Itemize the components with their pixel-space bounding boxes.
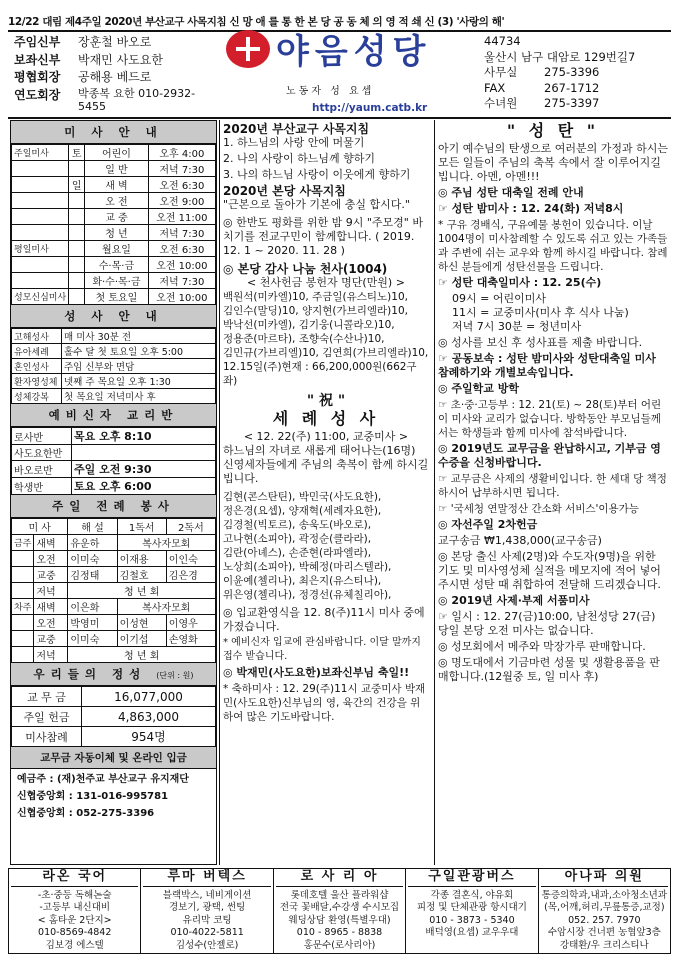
diocese-guideline-title: 2020년 부산교구 사목지침 [223,122,370,136]
duty-commentator: 김정태 [68,567,117,583]
sacrament-detail: 넷째 주 목요일 오후 1:30 [62,374,216,389]
baptism-name-line: 이윤예(첼리나), 최은지(유스티나), [223,575,382,587]
left-column [10,120,217,865]
staff-value: 공해용 베드로 [78,70,152,84]
baptism-name-line: 김란(아녜스), 손준현(라파엘라), [223,547,372,559]
top-banner: 12/22 대림 제4주일 2020년 부산교구 사목지침 신 망 애 를 통 한 본 당 공 동 체 의 영 적 쇄 신 (3) '사랑의 해' [8,16,505,28]
duty-row [12,551,216,567]
contact-key: 수녀원 [484,96,518,110]
mass-time: 저녁 7:30 [148,273,215,289]
duty-commentator: 이미숙 [68,631,117,647]
duty-mass: 오전 [34,551,68,567]
mass-time: 저녁 7:30 [148,225,215,241]
sacrament-row [12,389,216,404]
goods-sale: ◎ 명도대에서 기금마련 성물 및 생활용품을 판매합니다.(12월중 토, 일 미사 후) [438,656,660,683]
donor-line: 박낙선(미카엘), 김기웅(니콜라오)10, [223,319,395,331]
duty-week [12,583,34,599]
duty-row [12,615,216,631]
duty-mass: 새벽 [34,535,68,551]
ad-line: 수암시장 건너편 농협앞3층 [547,927,661,938]
offering-row [12,707,216,727]
mass-type: 수·목·금 [85,257,149,273]
duty-row [12,567,216,583]
sacrament-name: 고해성사 [12,329,62,344]
duty-mass: 교중 [34,567,68,583]
duty-week [12,631,34,647]
common-penance: ☞ 공동보속 : 성탄 밤미사와 성탄대축일 미사 참례하기와 개별보속입니다. [438,352,656,379]
school-vacation-title: ◎ 주일학교 방학 [438,382,520,395]
duty-row [12,631,216,647]
class-time: 주일 오전 9:30 [72,461,216,478]
ad-line: 통증의학과,내과,소아청소년과 [541,889,667,901]
baptism-name-line: 정은경(요셉), 양재혁(세례자요한), [223,505,382,517]
duty-group: 청 년 회 [68,583,216,599]
duty-reader: 복사자모회 [117,535,215,551]
sacrament-detail: 주임 신부와 면담 [62,359,216,374]
mass-day [69,241,85,257]
ad-line: 전국 꽃배달,수강생 수시모집 [279,902,400,913]
offering-table [11,686,216,747]
duty-mass: 오전 [34,615,68,631]
sacrament-name: 성체강복 [12,389,62,404]
mass-type: 화·수·목·금 [85,273,149,289]
duty-head: 2독서 [166,519,215,535]
parish-guideline-quote: "근본으로 돌아가 기본에 충실 합시다." [223,198,410,211]
baptism-text: 하느님의 자녀로 새롭게 태어나는(16명) 신영세자들에게 주님의 축복이 함께 하시길 빕니다. [223,444,429,485]
bank-line: 신협중앙회 : 052-275-3396 [17,808,155,819]
duty-commentator: 이은화 [68,599,117,615]
parish-logo [226,30,456,114]
mass-group: 성모신심미사 [12,289,69,305]
duty-head: 미 사 [12,519,68,535]
donor-line: 백원석(미카엘)10, 주금일(유스티노)10, [223,291,408,303]
duty-reader: 이성현 [117,615,166,631]
ad-title: 라온 국어 [11,871,138,887]
duty-reader: 이기섭 [117,631,166,647]
chuk-title: " 祝 " [306,393,346,409]
mass-day [69,225,85,241]
cross-icon [226,30,270,68]
sacrament-table [11,328,216,404]
baptism-name-line: 김현(콘스탄틴), 박민국(사도요한), [223,491,382,503]
ad-line: -고등부 내신대비 [39,902,111,913]
guideline-item: 2. 나의 사랑이 하느님께 향하기 [223,152,375,165]
offering-label: 교 무 금 [12,687,82,707]
advertisements [8,868,671,954]
duty-week [12,647,34,663]
sacrament-row [12,359,216,374]
duty-reader: 이인숙 [166,551,215,567]
mass-time: 오전 6:30 [148,241,215,257]
ad-line: 롯데호텔 울산 플라워샵 [290,889,389,901]
catechumen-title: 예비신자 교리반 [11,404,216,427]
mass-type: 첫 토요일 [85,289,149,305]
staff-key: 주임신부 [14,35,61,49]
offering-row [12,687,216,707]
contact-info [484,34,674,112]
sacrament-row [12,344,216,359]
mass-group [12,209,69,225]
mass-type: 어린이 [85,145,149,161]
staff-value: 장훈철 바오로 [78,35,152,49]
duty-reader: 이재용 [117,551,166,567]
mass-row [12,193,216,209]
ad-line: -초·중등 독해논술 [37,889,112,901]
ad-title: 로 사 리 아 [276,871,403,887]
mass-row [12,257,216,273]
ad-box [274,869,406,953]
feast-detail: * 축하미사 : 12. 29(주)11시 교중미사 박재민(사도요한)신부님의 영, 육간의 건강을 위하여 많은 기도바랍니다. [223,683,426,723]
address: 울산시 남구 대암로 129번길7 [484,49,636,64]
mass-day [69,161,85,177]
thanks-subtitle: < 천사헌금 봉헌자 명단(만원) > [247,276,405,289]
ad-line: 김성수(안젤로) [175,939,239,951]
christmas-eve-detail: * 구유 경배식, 구유예물 봉헌이 있습니다. 이날 1004명이 미사참례할 수 있도록 쉬고 있는 가족들과 주변에 쉬는 교우와 함께 하시길 바랍니다. 참례하신 분들에게 성탄선물을 드립니다. [438,219,668,273]
ad-line: 강태환/우 크리스티나 [559,939,649,951]
ad-line: 각종 결혼식, 야유회 [430,889,514,901]
mass-day [69,193,85,209]
mass-group: 평일미사 [12,241,69,257]
ad-title: 루마 버텍스 [143,871,270,887]
auto-transfer: 교무금 자동이체 및 온라인 입금 [11,747,216,769]
baptism-title: 세 례 성 사 [272,409,380,428]
offering-value: 16,077,000 [82,687,216,707]
duty-head: 해 설 [68,519,117,535]
ad-line: 블랙박스, 네비게이션 [162,889,252,901]
ordination-detail: ☞ 일시 : 12. 27(금)10:00, 남천성당 27(금) 당일 본당 오전 미사는 없습니다. [438,610,656,637]
duty-head: 1독서 [117,519,166,535]
school-vacation-detail: ☞ 초·중·고등부 : 12. 21(토) ~ 28(토)부터 어린이 미사와 교리가 없습니다. 방학동안 부모님들께서는 학생들과 함께 미사에 참석바랍니다. [438,399,662,439]
mass-type: 새 벽 [85,177,149,193]
bank-line: 신협중앙회 : 131-016-995781 [17,791,169,802]
staff-value: 박종복 요한 010-2932-5455 [78,86,196,113]
mass-row [12,289,216,305]
class-time: 토요 오후 6:00 [72,478,216,495]
class-name: 학생반 [12,478,72,495]
donor-line: 12.15일(주)현재 : 66,200,000원(662구좌) [223,361,417,387]
parish-guideline-title: 2020년 본당 사목지침 [223,184,346,198]
charity-amount: 교구송금 ₩1,438,000(교구송금) [438,534,602,547]
staff-value: 박재민 사도요한 [78,52,163,67]
mass-time: 오전 6:30 [148,177,215,193]
ad-box [539,869,670,953]
sacrament-detail: 홀수 달 첫 토요일 오후 5:00 [62,344,216,359]
parish-name: 야음성당 [276,32,432,72]
staff-key: 연도회장 [14,87,61,102]
duty-row [12,647,216,663]
thanks-title: ◎ 본당 감사 나눔 천사(1004) [223,262,388,276]
mass-group [12,161,69,177]
mass-day [69,257,85,273]
mass-group [12,177,69,193]
donor-line: 김인수(말딩)10, 양지현(가브리엘라)10, [223,305,408,317]
donor-line: 김민규(가브리엘)10, 김연희(가브리엘라)10, [223,347,429,359]
staff-key: 보좌신부 [14,52,61,67]
donor-line: 정용준(마르타), 조향숙(수산나)10, [223,333,385,345]
mass-type: 청 년 [85,225,149,241]
duty-week [12,615,34,631]
ad-title: 구일관광버스 [408,871,535,887]
contact-value: 275-3396 [544,65,600,79]
offering-label: 주일 헌금 [12,707,82,727]
confession-note: ◎ 성사를 보신 후 성사표를 제출 바랍니다. [438,336,643,349]
mass-group [12,257,69,273]
sacrament-name: 혼인성사 [12,359,62,374]
mass-row [12,209,216,225]
ordination-title: ◎ 2019년 사제·부제 서품미사 [438,594,590,607]
offering-label: 미사참례 [12,727,82,747]
mass-day [69,209,85,225]
baptism-date: < 12. 22(주) 11:00, 교중미사 > [243,430,409,443]
ad-box [141,869,273,953]
priest-prayer: ◎ 본당 출신 사제(2명)와 수도자(9명)을 위한 기도 및 미사영성체 실적을 메모지에 적어 넣어주시면 성탄 때 취합하여 전달해 드리겠습니다. [438,550,661,591]
mass-time: 오전 10:00 [148,289,215,305]
mass-time: 오후 4:00 [148,145,215,161]
duty-row [12,599,216,615]
contact-key: FAX [484,80,506,95]
duty-week [12,551,34,567]
mass-type: 일 반 [85,161,149,177]
sacrament-row [12,374,216,389]
charity-title: ◎ 자선주일 2차헌금 [438,518,538,531]
ad-title: 아나파 의원 [541,871,668,887]
duty-mass: 교중 [34,631,68,647]
christmas-liturgy-title: ◎ 주님 성탄 대축일 전례 안내 [438,186,584,199]
enrollment-note: ◎ 입교환영식을 12. 8(주)11시 미사 중에 가졌습니다. [223,606,425,633]
duty-week [12,567,34,583]
mass-time: 저녁 7:30 [148,161,215,177]
ad-box [9,869,141,953]
contact-value: 267-1712 [544,80,600,95]
duty-week: 금주 [12,535,34,551]
mass-day [69,289,85,305]
offering-value: 954명 [82,727,216,747]
duty-week: 차주 [12,599,34,615]
mass-row [12,225,216,241]
parish-patron: 노동자 성 요셉 [286,86,375,97]
mass-time: 오전 11:00 [148,209,215,225]
middle-column [219,120,432,865]
ad-line: < 홈타운 2단지> [37,914,112,926]
tithe-title: ◎ 2019년도 교무금을 완납하시고, 기부금 영수증을 신청바랍니다. [438,442,661,469]
duty-group: 청 년 회 [68,647,216,663]
mass-type: 오 전 [85,193,149,209]
duty-row [12,583,216,599]
ad-line: 웨딩상담 환영(특별우대) [288,914,391,926]
sacrament-detail: 첫 목요일 저녁미사 후 [62,389,216,404]
duty-reader: 손영화 [166,631,215,647]
ad-line: 052. 257. 7970 [568,914,641,926]
offering-unit: (단위 : 원) [156,671,194,680]
duty-commentator: 유운하 [68,535,117,551]
mass-group [12,273,69,289]
mass-row [12,241,216,257]
ad-line: 김보경 에스텔 [45,939,104,951]
duty-reader: 이영우 [166,615,215,631]
christmas-eve-mass: ☞ 성탄 밤미사 : 12. 24(화) 저녁8시 [438,202,624,215]
feast-congrats: ◎ 박재민(사도요한)보좌신부님 축일!! [223,666,410,679]
guideline-item: 3. 나의 하느님 사랑이 이웃에게 향하기 [223,168,411,181]
class-time [72,445,216,461]
right-column [434,120,671,865]
class-name: 사도요한반 [12,445,72,461]
christmas-intro: 아기 예수님의 탄생으로 여러분의 가정과 하시는 모든 일들이 주님의 축복 속에서 잘 이루어지길 빕니다. 아멘, 아멘!!! [438,142,669,183]
ad-line: 010 - 8965 - 8838 [296,927,383,938]
mass-day: 토 [69,145,85,161]
mass-title: 미 사 안 내 [11,121,216,144]
mass-type: 월요일 [85,241,149,257]
baptism-name-line: 고나현(소피아), 곽정순(클라라), [223,533,372,545]
staff-info [14,34,224,113]
christmas-title: " 성 탄 " [506,121,600,140]
duty-mass: 저녁 [34,583,68,599]
mass-day [69,273,85,289]
baptism-name-line: 김경철(빅토르), 송욱도(바오로), [223,519,372,531]
baptism-name-line: 위은영(첼리나), 정경선(유체칠리아), [223,589,392,601]
catechumen-row [12,478,216,495]
duty-reader: 김은경 [166,567,215,583]
mass-row [12,273,216,289]
offering-title-text: 우리들의 정성 [33,667,147,681]
duty-commentator: 박영미 [68,615,117,631]
christmas-mass-time: 11시 = 교중미사(미사 후 식사 나눔) [452,306,629,319]
ad-line: 경보기, 광택, 썬팅 [168,902,246,913]
mass-time: 오전 10:00 [148,257,215,273]
catechumen-row [12,461,216,478]
mass-row [12,177,216,193]
sacrament-detail: 매 미사 30분 전 [62,329,216,344]
duty-table [11,518,216,663]
contact-key: 사무실 [484,65,518,79]
postal-code: 44734 [484,34,521,48]
catechumen-table [11,427,216,495]
tithe-detail: ☞ 교무금은 사제의 생활비입니다. 한 세대 당 책정하시어 납부하시면 됩니다. [438,473,667,499]
ad-line: 피정 및 단체관광 항시대기 [416,902,527,913]
ad-line: 010-4022-5811 [170,927,244,938]
ad-line: 유리막 코팅 [182,914,232,926]
mass-time: 오전 9:00 [148,193,215,209]
duty-reader: 복사자모회 [117,599,215,615]
duty-row [12,535,216,551]
class-name: 로사반 [12,428,72,445]
sacrament-name: 유아세례 [12,344,62,359]
duty-commentator: 이미숙 [68,551,117,567]
catechumen-row [12,428,216,445]
offering-title [11,663,216,686]
baptism-name-line: 노상희(소피아), 박혜정(마리스텔라), [223,561,392,573]
guideline-item: 1. 하느님의 사랑 안에 머물기 [223,136,365,149]
class-time: 목요 오후 8:10 [72,428,216,445]
ad-line: 배덕영(요셉) 교우우대 [425,927,519,938]
catechumen-row [12,445,216,461]
tax-service: ☞ '국세청 연말정산 간소화 서비스'이용가능 [438,503,639,515]
sacrament-name: 환자영성체 [12,374,62,389]
sacrament-title: 성 사 안 내 [11,305,216,328]
ad-line: (목,어깨,허리,무릎통증,교정) [544,902,665,913]
enrollment-detail: * 예비신자 입교에 관심바랍니다. 이달 말까지 접수 받습니다. [223,637,421,662]
ad-line: 홍문수(로사리아) [303,939,376,951]
meju-sale: ◎ 성모회에서 메주와 막장가루 판매합니다. [438,640,646,653]
duty-reader: 김철호 [117,567,166,583]
mass-group [12,193,69,209]
mass-row [12,145,216,161]
ad-box [406,869,538,953]
offering-row [12,727,216,747]
mass-group [12,225,69,241]
mass-type: 교 중 [85,209,149,225]
ad-line: 010 - 3873 - 5340 [429,914,515,926]
christmas-mass-time: 09시 = 어린이미사 [452,292,546,305]
duty-mass: 저녁 [34,647,68,663]
christmas-day-mass: ☞ 성탄 대축일미사 : 12. 25(수) [438,276,602,289]
mass-day: 일 [69,177,85,193]
staff-key: 평협회장 [14,70,61,84]
mass-group: 주일미사 [12,145,69,161]
sacrament-row [12,329,216,344]
christmas-mass-time: 저녁 7시 30분 = 청년미사 [452,320,582,333]
mass-table [11,144,216,305]
contact-value: 275-3397 [544,96,600,110]
header-rule [8,117,671,119]
parish-url[interactable]: http://yaum.catb.kr [312,102,428,114]
duty-mass: 새벽 [34,599,68,615]
ad-line: 010-8569-4842 [38,927,112,938]
duty-title: 주일 전례 봉사 [11,495,216,518]
class-name: 바오로반 [12,461,72,478]
bank-line: 예금주 : (재)천주교 부산교구 유지재단 [17,774,189,785]
peace-prayer: ◎ 한반도 평화를 위한 밤 9시 "주모경" 바치기를 전교구민이 함께합니다. ( 2019. 12. 1 ~ 2020. 11. 28 ) [223,216,423,257]
offering-value: 4,863,000 [82,707,216,727]
mass-row [12,161,216,177]
